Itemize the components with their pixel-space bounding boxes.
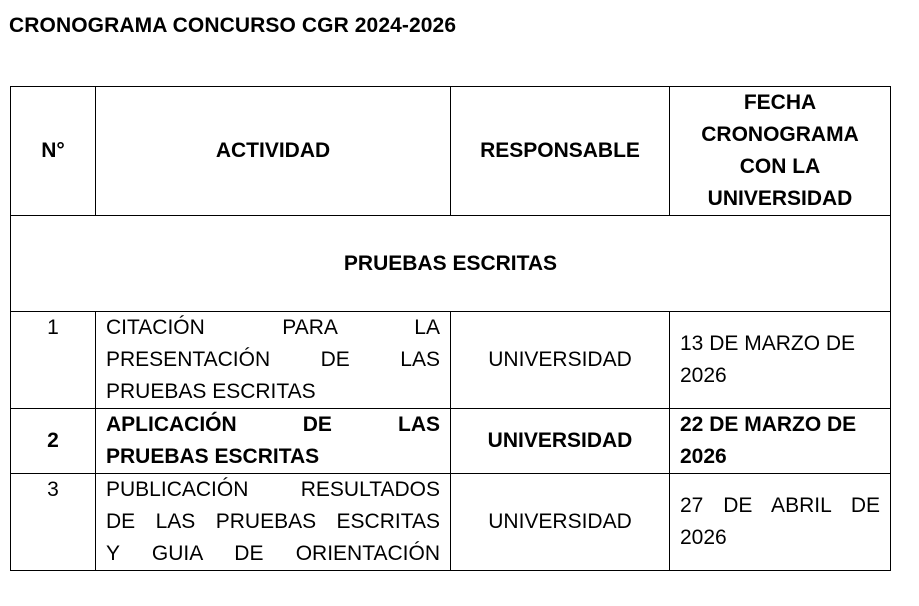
date-line: 2026 <box>680 526 727 549</box>
row-number: 1 <box>11 312 96 409</box>
activity-line: PRUEBAS ESCRITAS <box>106 380 316 403</box>
activity-line: PRESENTACIÓN DE LAS <box>106 348 440 371</box>
row-date <box>670 409 891 474</box>
date-line: 13 DE MARZO DE <box>680 332 856 355</box>
row-date <box>670 312 891 409</box>
activity-line: DE LAS PRUEBAS ESCRITAS <box>106 510 440 533</box>
row-number: 3 <box>11 474 96 571</box>
activity-line: PUBLICACIÓN RESULTADOS <box>106 478 440 501</box>
row-activity <box>96 312 451 409</box>
activity-line: PRUEBAS ESCRITAS <box>106 445 320 468</box>
row-activity <box>96 409 451 474</box>
header-activity: ACTIVIDAD <box>96 87 451 216</box>
table-row <box>11 474 891 571</box>
table-row <box>11 409 891 474</box>
row-responsible: UNIVERSIDAD <box>451 474 670 571</box>
date-line: 2026 <box>680 445 727 468</box>
activity-line: APLICACIÓN DE LAS <box>106 413 440 436</box>
activity-line: Y GUIA DE ORIENTACIÓN <box>106 542 440 565</box>
row-responsible: UNIVERSIDAD <box>451 409 670 474</box>
schedule-table <box>10 86 891 571</box>
header-responsible: RESPONSABLE <box>451 87 670 216</box>
date-line: 27 DE ABRIL DE <box>680 494 880 517</box>
document-title: CRONOGRAMA CONCURSO CGR 2024-2026 <box>9 14 457 37</box>
row-date <box>670 474 891 571</box>
row-activity <box>96 474 451 571</box>
table-row <box>11 312 891 409</box>
date-line: 2026 <box>680 364 727 387</box>
row-number: 2 <box>11 409 96 474</box>
section-title: PRUEBAS ESCRITAS <box>11 216 891 312</box>
row-responsible: UNIVERSIDAD <box>451 312 670 409</box>
table-header-row <box>11 87 891 216</box>
header-date: FECHA CRONOGRAMA CON LA UNIVERSIDAD <box>670 87 891 216</box>
date-line: 22 DE MARZO DE <box>680 413 857 436</box>
activity-line: CITACIÓN PARA LA <box>106 316 440 339</box>
section-row <box>11 216 891 312</box>
header-number: N° <box>11 87 96 216</box>
